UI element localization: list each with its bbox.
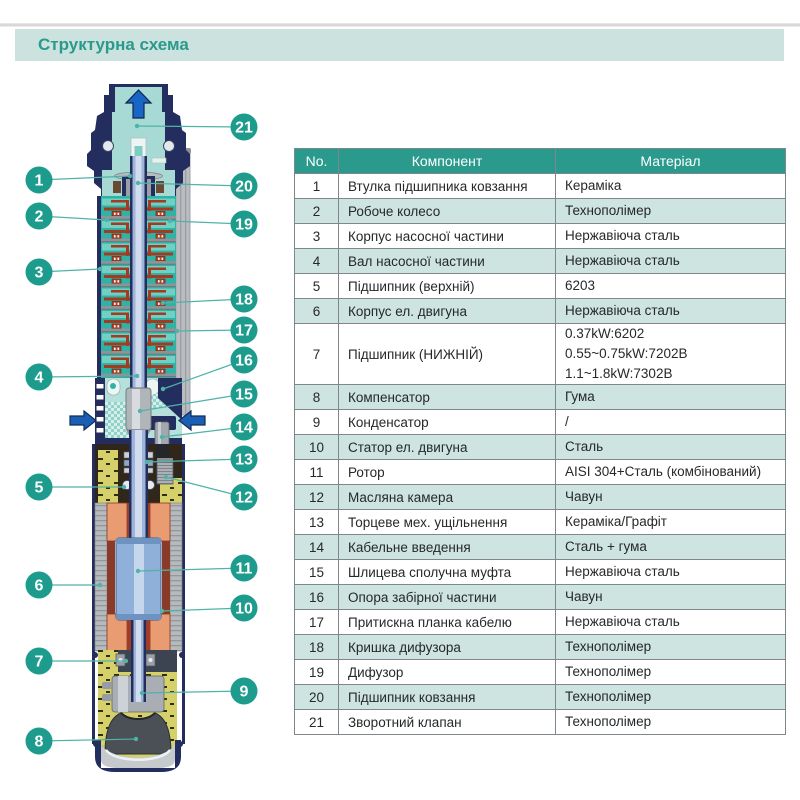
- cell-no: 6: [295, 299, 339, 324]
- leader-dot: [160, 435, 164, 439]
- cell-component: Втулка підшипника ковзання: [339, 174, 556, 199]
- callout-number: 9: [239, 683, 249, 701]
- cell-material: Технополімер: [556, 199, 786, 224]
- cell-material: Нержавіюча сталь: [556, 560, 786, 585]
- parts-table: [294, 148, 786, 735]
- header-no: No.: [295, 149, 339, 174]
- cell-no: 2: [295, 199, 339, 224]
- cell-no: 11: [295, 460, 339, 485]
- leader-dot: [135, 124, 139, 128]
- table-row: [295, 485, 786, 510]
- cell-component: Масляна камера: [339, 485, 556, 510]
- leader-dot: [161, 301, 165, 305]
- leader-dot: [175, 329, 179, 333]
- cell-no: 3: [295, 224, 339, 249]
- table-row: [295, 585, 786, 610]
- pump-diagram: [0, 0, 290, 800]
- cell-component: Кришка дифузора: [339, 635, 556, 660]
- cell-component: Кабельне введення: [339, 535, 556, 560]
- cell-no: 10: [295, 435, 339, 460]
- cell-component: Вал насосної частини: [339, 249, 556, 274]
- cell-no: 20: [295, 685, 339, 710]
- cell-component: Опора забірної частини: [339, 585, 556, 610]
- cell-material: Чавун: [556, 485, 786, 510]
- cell-component: Конденсатор: [339, 410, 556, 435]
- callout-number: 7: [34, 653, 44, 671]
- cell-component: Притискна планка кабелю: [339, 610, 556, 635]
- cell-component: Корпус насосної частини: [339, 224, 556, 249]
- table-row: [295, 660, 786, 685]
- cell-no: 1: [295, 174, 339, 199]
- table-row: [295, 460, 786, 485]
- cell-material: AISI 304+Сталь (комбінований): [556, 460, 786, 485]
- leader-dot: [124, 659, 128, 663]
- leader-dot: [160, 609, 164, 613]
- callout-number: 17: [235, 322, 253, 340]
- page-title: Структурна схема: [38, 35, 189, 54]
- callout-number: 6: [34, 577, 44, 595]
- cell-material: Гума: [556, 385, 786, 410]
- cell-component: Компенсатор: [339, 385, 556, 410]
- leader-dot: [134, 737, 138, 741]
- cell-no: 7: [295, 324, 339, 385]
- leader-dot: [164, 475, 168, 479]
- cell-material: Чавун: [556, 585, 786, 610]
- callout-number: 18: [235, 291, 253, 309]
- cell-material: 6203: [556, 274, 786, 299]
- cell-material: Сталь: [556, 435, 786, 460]
- header-component: Компонент: [339, 149, 556, 174]
- table-row: [295, 685, 786, 710]
- callout-number: 16: [235, 352, 253, 370]
- callout-number: 8: [34, 733, 44, 751]
- callout-number: 15: [235, 386, 253, 404]
- cell-material: Нержавіюча сталь: [556, 610, 786, 635]
- cell-component: Статор ел. двигуна: [339, 435, 556, 460]
- table-header-row: [295, 149, 786, 174]
- cell-material: Технополімер: [556, 660, 786, 685]
- water-in-arrow-left: [70, 411, 96, 430]
- table-row: [295, 610, 786, 635]
- cell-component: Торцеве мех. ущільнення: [339, 510, 556, 535]
- cell-no: 21: [295, 710, 339, 735]
- table-row: [295, 274, 786, 299]
- cell-material: Технополімер: [556, 710, 786, 735]
- cell-no: 19: [295, 660, 339, 685]
- cell-no: 18: [295, 635, 339, 660]
- cell-component: Підшипник (верхній): [339, 274, 556, 299]
- callout-number: 12: [235, 489, 253, 507]
- table-row: [295, 224, 786, 249]
- cell-no: 4: [295, 249, 339, 274]
- callout-number: 3: [34, 264, 44, 282]
- cell-no: 12: [295, 485, 339, 510]
- cell-component: Корпус ел. двигуна: [339, 299, 556, 324]
- cell-no: 14: [295, 535, 339, 560]
- callout-number: 20: [235, 178, 253, 196]
- leader-dot: [145, 460, 149, 464]
- leader-dot: [138, 409, 142, 413]
- table-row: [295, 385, 786, 410]
- cell-no: 5: [295, 274, 339, 299]
- callout-number: 19: [235, 216, 253, 234]
- cell-material: Нержавіюча сталь: [556, 224, 786, 249]
- cell-material: Технополімер: [556, 635, 786, 660]
- callout-number: 10: [235, 600, 253, 618]
- leader-dot: [140, 691, 144, 695]
- table-row: [295, 710, 786, 735]
- bolt-hole: [164, 141, 175, 152]
- table-row: [295, 560, 786, 585]
- cell-material: Нержавіюча сталь: [556, 299, 786, 324]
- callout-number: 13: [235, 451, 253, 469]
- table-row: [295, 174, 786, 199]
- callout-number: 2: [34, 208, 44, 226]
- leader-dot: [128, 174, 132, 178]
- rotor: [116, 538, 161, 620]
- cell-material: Сталь + гума: [556, 535, 786, 560]
- callout-number: 21: [235, 119, 253, 137]
- cell-no: 15: [295, 560, 339, 585]
- leader-dot: [98, 267, 102, 271]
- cell-no: 8: [295, 385, 339, 410]
- cell-material: 0.37kW:6202 0.55~0.75kW:7202B 1.1~1.8kW:7302B: [556, 324, 786, 385]
- cell-material: /: [556, 410, 786, 435]
- table-row: [295, 510, 786, 535]
- table-row: [295, 324, 786, 385]
- bolt-hole: [103, 141, 114, 152]
- stator-lamination: [95, 503, 107, 651]
- parts-table-body: [295, 174, 786, 735]
- cell-component: Зворотний клапан: [339, 710, 556, 735]
- stator-lamination: [170, 503, 182, 651]
- leader-dot: [98, 583, 102, 587]
- cell-component: Підшипник ковзання: [339, 685, 556, 710]
- cell-no: 13: [295, 510, 339, 535]
- table-row: [295, 435, 786, 460]
- cell-no: 17: [295, 610, 339, 635]
- cell-material: Технополімер: [556, 685, 786, 710]
- leader-dot: [136, 181, 140, 185]
- cell-no: 9: [295, 410, 339, 435]
- callout-number: 5: [34, 479, 44, 497]
- leader-dot: [136, 569, 140, 573]
- table-row: [295, 635, 786, 660]
- cell-material: Кераміка: [556, 174, 786, 199]
- cell-component: Дифузор: [339, 660, 556, 685]
- cell-component: Робоче колесо: [339, 199, 556, 224]
- leader-dot: [105, 218, 109, 222]
- callout-number: 4: [34, 369, 44, 387]
- leader-dot: [122, 485, 126, 489]
- header-material: Матеріал: [556, 149, 786, 174]
- cell-component: Ротор: [339, 460, 556, 485]
- cell-component: Шлицева сполучна муфта: [339, 560, 556, 585]
- table-row: [295, 249, 786, 274]
- leader-dot: [135, 374, 139, 378]
- table-row: [295, 410, 786, 435]
- table-row: [295, 199, 786, 224]
- table-row: [295, 299, 786, 324]
- cell-component: Підшипник (НИЖНІЙ): [339, 324, 556, 385]
- table-row: [295, 535, 786, 560]
- leader-dot: [161, 387, 165, 391]
- callout-number: 11: [235, 560, 253, 578]
- callout-number: 1: [34, 172, 44, 190]
- cell-material: Кераміка/Графіт: [556, 510, 786, 535]
- cell-material: Нержавіюча сталь: [556, 249, 786, 274]
- cell-no: 16: [295, 585, 339, 610]
- callout-number: 14: [235, 419, 253, 437]
- leader-dot: [168, 219, 172, 223]
